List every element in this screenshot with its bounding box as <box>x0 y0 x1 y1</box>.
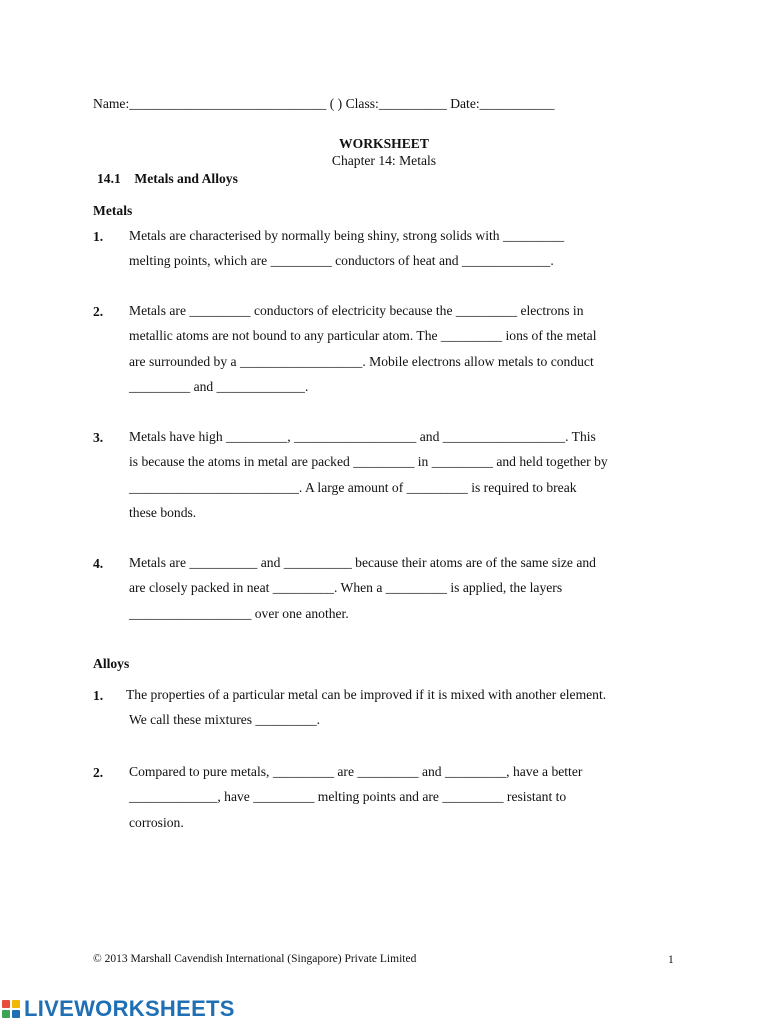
question-text <box>129 424 689 525</box>
question-line: these bonds. <box>129 504 197 520</box>
question-number: 1. <box>93 229 104 244</box>
question-line: __________________ over one another. <box>129 605 349 621</box>
page-number: 1 <box>668 954 674 966</box>
question-number: 1. <box>93 688 104 703</box>
question-text <box>129 759 689 835</box>
question-line: We call these mixtures _________. <box>129 712 321 728</box>
question-number: 2. <box>93 765 104 780</box>
question-line: metallic atoms are not bound to any particular atom. The _________ ions of the metal <box>129 328 597 344</box>
question-line: _________ and _____________. <box>129 378 309 394</box>
question-number: 3. <box>93 430 104 445</box>
question-text <box>126 682 686 733</box>
worksheet-title: WORKSHEET <box>339 136 429 151</box>
question-line: Metals are _________ conductors of electricity because the _________ electrons in <box>129 303 584 318</box>
question-line: is because the atoms in metal are packed _________ in _________ and held together by <box>129 454 608 470</box>
question-number: 4. <box>93 556 104 571</box>
student-info-line: Name:_____________________________ ( ) Class:__________ Date:___________ <box>93 96 555 111</box>
question-line: Metals are __________ and __________ because their atoms are of the same size and <box>129 555 596 570</box>
liveworksheets-logo[interactable] <box>2 996 235 1022</box>
chapter-title: Chapter 14: Metals <box>331 153 437 168</box>
liveworksheets-blocks-icon <box>2 1000 20 1018</box>
question-line: The properties of a particular metal can be improved if it is mixed with another element. <box>126 687 607 702</box>
question-line: Compared to pure metals, _________ are _________ and _________, have a better <box>129 764 583 779</box>
metals-heading: Metals <box>93 203 133 218</box>
question-text <box>129 298 689 399</box>
question-number: 2. <box>93 304 104 319</box>
question-line: melting points, which are _________ conductors of heat and _____________. <box>129 253 554 269</box>
question-line: are closely packed in neat _________. When a _________ is applied, the layers <box>129 580 563 596</box>
question-line: are surrounded by a __________________. Mobile electrons allow metals to conduct <box>129 353 594 369</box>
question-text <box>129 550 689 626</box>
question-line: _____________, have _________ melting points and are _________ resistant to <box>129 789 567 805</box>
copyright-notice: © 2013 Marshall Cavendish International (Singapore) Private Limited <box>93 953 417 965</box>
question-line: Metals are characterised by normally being shiny, strong solids with _________ <box>129 228 565 243</box>
question-text <box>129 223 689 274</box>
question-line: Metals have high _________, __________________ and __________________. This <box>129 429 596 444</box>
question-line: _________________________. A large amount of _________ is required to break <box>129 479 577 495</box>
logo-text: LIVEWORKSHEETS <box>24 996 235 1021</box>
section-heading: 14.1 Metals and Alloys <box>97 171 238 186</box>
question-line: corrosion. <box>129 814 184 830</box>
alloys-heading: Alloys <box>93 656 130 671</box>
